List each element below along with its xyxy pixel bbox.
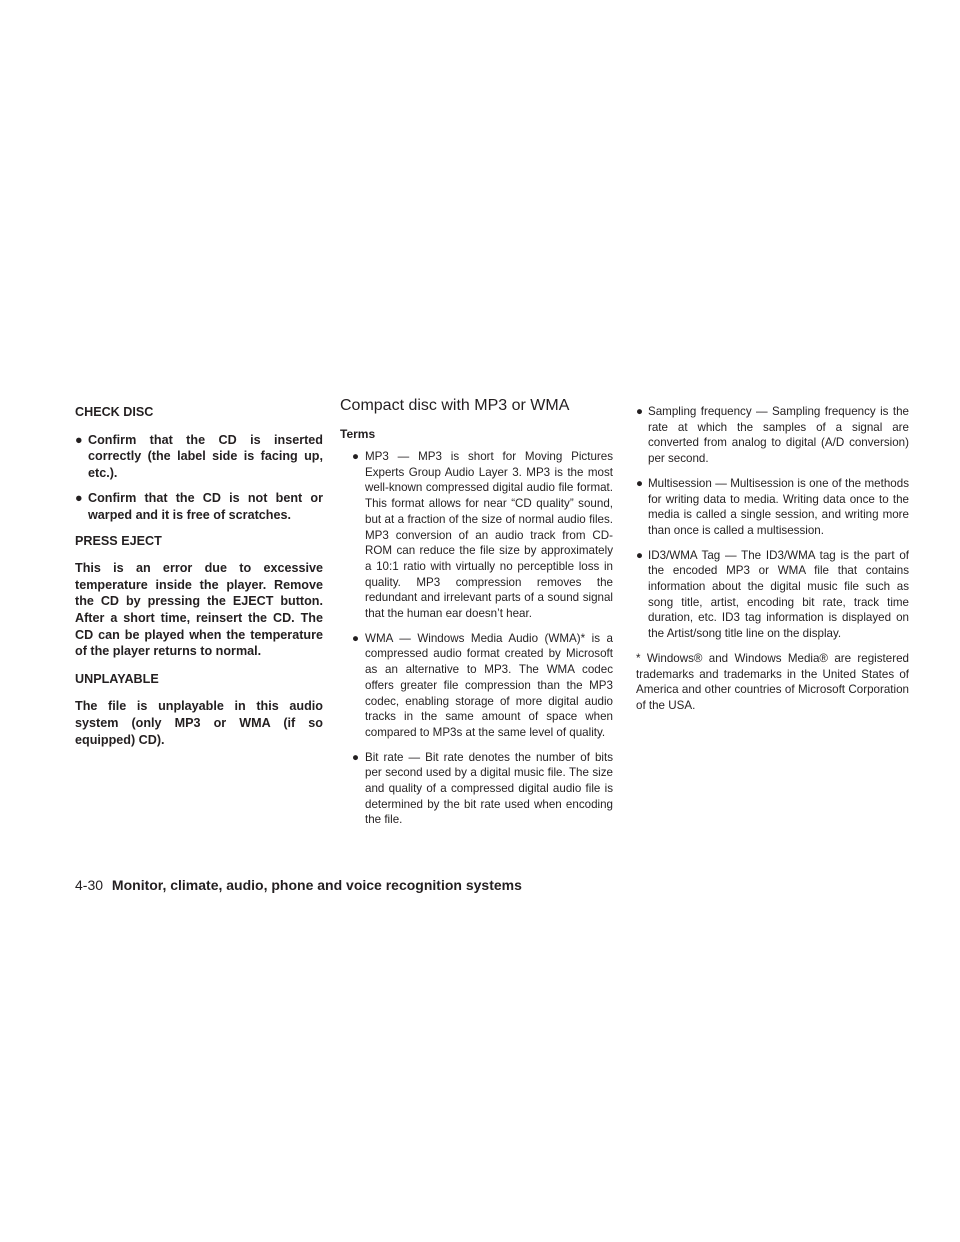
check-disc-item-text: Confirm that the CD is inserted correctly (the label side is facing up, etc.).: [88, 432, 323, 480]
press-eject-text: This is an error due to excessive temperature inside the player. Remove the CD by pressing the EJECT button. After a short time, reinsert the CD. The CD can be played when the temperature of the player returns to normal.: [75, 561, 323, 659]
unplayable-heading: UNPLAYABLE: [75, 671, 159, 686]
term-text: MP3 — MP3 is short for Moving Pictures Experts Group Audio Layer 3. MP3 is the most well-known compressed digital audio file format. This format allows for near “CD quality” sound, but at a fraction of the size of normal audio files. MP3 conversion of an audio track from CD-ROM can reduce the file size by approximately a 10:1 ratio with virtually no perceptible loss in quality. MP3 compression removes the redundant and irrelevant parts of a sound signal that the human ear doesn’t hear.: [365, 450, 613, 621]
chapter-title: Monitor, climate, audio, phone and voice recognition systems: [111, 877, 522, 893]
bullet-icon: ●: [636, 476, 644, 490]
term-text: Bit rate — Bit rate denotes the number of bits per second used by a digital music file. The size and quality of a compressed digital audio file is determined by the bit rate used when encoding the file.: [365, 750, 613, 827]
check-disc-item: [75, 432, 323, 482]
check-disc-heading: CHECK DISC: [75, 405, 154, 419]
bullet-icon: ●: [636, 548, 644, 562]
term-item-id3-wma-tag: [636, 548, 909, 642]
term-text: Sampling frequency — Sampling frequency is the rate at which the samples of a signal are converted from analog to digital (A/D conversion) per second.: [648, 405, 909, 466]
check-disc-item: [75, 490, 323, 523]
trademark-footnote: * Windows® and Windows Media® are registered trademarks and trademarks in the United States of America and other countries of Microsoft Corporation of the USA.: [636, 651, 909, 712]
term-text: WMA — Windows Media Audio (WMA)* is a compressed audio format created by Microsoft as an alternative to MP3. The WMA codec offers greater file compression than the MP3 codec, enabling storage of more digital audio tracks in the same amount of space when compared to MP3s at the same level of quality.: [365, 631, 613, 739]
term-item-sampling-frequency: [636, 404, 909, 467]
left-column: [75, 404, 323, 759]
check-disc-item-text: Confirm that the CD is not bent or warped and it is free of scratches.: [88, 491, 323, 522]
term-item-bit-rate: [340, 750, 613, 829]
bullet-icon: ●: [75, 432, 83, 447]
term-text: ID3/WMA Tag — The ID3/WMA tag is the part of the encoded MP3 or WMA file that contains information about the digital music file such as song title, artist, encoding bit rate, track time duration, etc. ID3 tag information is displayed on the Artist/song title line on the display.: [648, 548, 909, 641]
bullet-icon: ●: [352, 631, 360, 645]
bullet-icon: ●: [75, 491, 83, 506]
bullet-icon: ●: [352, 750, 360, 764]
term-item-wma: [340, 631, 613, 741]
term-text: Multisession — Multisession is one of the methods for writing data to media. Writing data once to the media is called a single session, and writing more than once is called a multisession.: [648, 476, 909, 537]
section-title: Compact disc with MP3 or WMA: [340, 397, 570, 414]
unplayable-text: The file is unplayable in this audio system (only MP3 or WMA (if so equipped) CD).: [75, 699, 323, 747]
page-number: 4-30: [75, 877, 104, 893]
page-footer: [75, 876, 522, 894]
right-column: [636, 404, 909, 714]
terms-heading: Terms: [340, 427, 376, 441]
term-item-mp3: [340, 449, 613, 622]
middle-column: [340, 397, 613, 837]
bullet-icon: ●: [352, 450, 360, 463]
press-eject-heading: PRESS EJECT: [75, 533, 162, 548]
bullet-icon: ●: [636, 405, 644, 418]
term-item-multisession: [636, 476, 909, 539]
